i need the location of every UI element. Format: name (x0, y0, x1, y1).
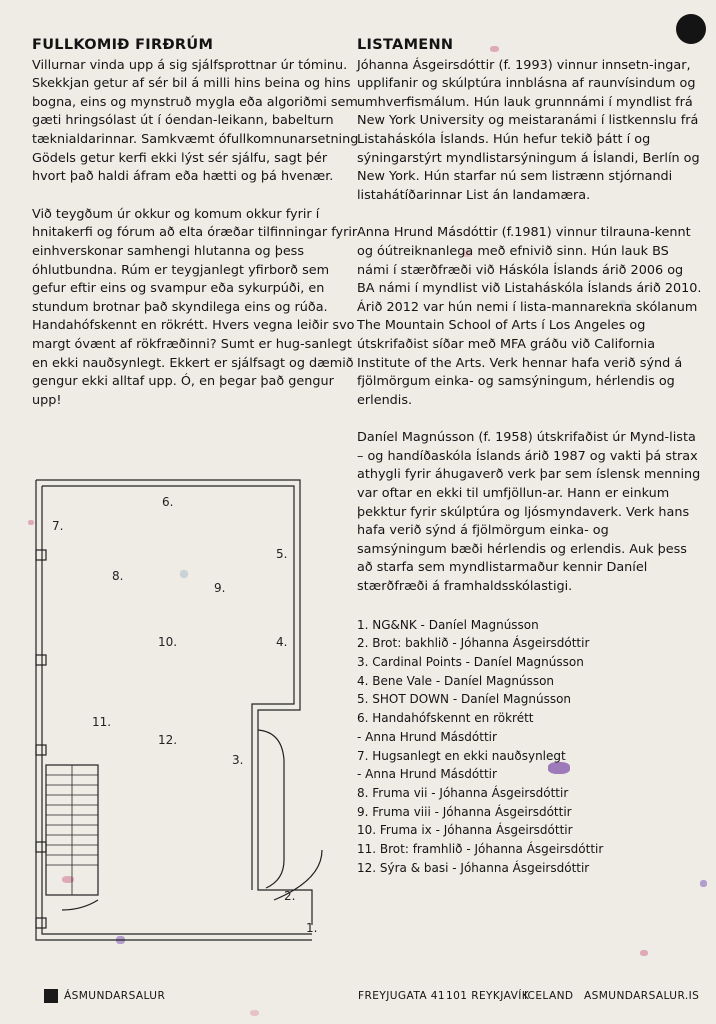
exhibition-title: FULLKOMIÐ FIRÐRÚM (32, 37, 214, 53)
list-item: 4. Bene Vale - Daníel Magnússon (357, 673, 555, 688)
footer-website[interactable]: ASMUNDARSALUR.IS (584, 990, 700, 1002)
footer-brand: ÁSMUNDARSALUR (64, 990, 166, 1002)
list-item: 8. Fruma vii - Jóhanna Ásgeirsdóttir (357, 785, 569, 800)
list-item: 3. Cardinal Points - Daníel Magnússon (357, 655, 584, 670)
column (36, 745, 46, 755)
paper-fleck (640, 950, 648, 956)
footer-street: FREYJUGATA 41 (358, 990, 446, 1002)
list-item: 7. Hugsanlegt en ekki nauðsynlegt (357, 748, 566, 763)
works-list (357, 616, 702, 878)
list-item: 12. Sýra & basi - Jóhanna Ásgeirsdóttir (357, 860, 590, 875)
list-item: 10. Fruma ix - Jóhanna Ásgeirsdóttir (357, 823, 573, 838)
plan-label-6: 6. (162, 495, 174, 509)
column (36, 655, 46, 665)
column (36, 842, 46, 852)
artist-bio: Anna Hrund Másdóttir (f.1981) vinnur tilrauna-kennt og óútreiknanlega með efnivið sinn. Hún lauk BS námi í stærðfræði við Háskóla Íslands árið 2006 og BA námi í myndlist við Listaháskóla Íslands árið 2010. Árið 2012 var hún nemi í lista-mannarekna skólanum The Mountain School of Arts í Los Angeles og útskrifaðist síðar með MFA gráðu við California Institute of the Arts. Verk hennar hafa verið sýnd á fjölmörgum einka- og samsýningum, hérlendis og erlendis. (357, 225, 702, 408)
paper-fleck (700, 880, 707, 887)
intro-paragraph: Villurnar vinda upp á sig sjálfsprottnar úr tóminu. Skekkjan getur af sér bil á milli hins beina og hins bogna, eins og mynstruð mygla eða algoriðmi sem gæti hringsólast út í óendan-leikann, babelturn tæknialdarinnar. Samkvæmt ófullkomnunarsetning Gödels getur kerfi ekki lýst sér sjálfu, sagt þér hvort það haldi áfram eða hætti og þá hvenær. (32, 57, 359, 185)
plan-label-8: 8. (112, 569, 124, 583)
paper-fleck (250, 1010, 259, 1016)
footer (0, 988, 716, 1008)
footer-country: ICELAND (524, 990, 574, 1002)
artist-bio: Jóhanna Ásgeirsdóttir (f. 1993) vinnur innsetn-ingar, upplifanir og skúlptúra innblásna af raunvísindum og umhverfismálum. Hún lauk grunnnámi í myndlist frá New York University og meistaranámi í listkennslu frá Listaháskóla Íslands. Hún hefur tekið þátt í og sýningarstýrt myndlistarsýningum á Íslandi, Berlín og New York. Hún starfar nú sem listrænn stjórnandi listahátíðarinnar List án landamæra. (357, 57, 700, 203)
footer-city: 101 REYKJAVÍK (446, 990, 530, 1002)
list-item: 9. Fruma viii - Jóhanna Ásgeirsdóttir (357, 804, 572, 819)
list-item: 6. Handahófskennt en rökrétt (357, 711, 534, 726)
list-item: - Anna Hrund Másdóttir (357, 767, 497, 782)
list-item: 11. Brot: framhlið - Jóhanna Ásgeirsdóttir (357, 842, 604, 857)
plan-label-7: 7. (52, 519, 64, 533)
plan-label-2: 2. (284, 889, 296, 903)
plan-label-5: 5. (276, 547, 288, 561)
list-item: 2. Brot: bakhlið - Jóhanna Ásgeirsdóttir (357, 636, 590, 651)
plan-label-4: 4. (276, 635, 288, 649)
outer-wall (36, 480, 312, 925)
list-item: - Anna Hrund Másdóttir (357, 729, 497, 744)
list-item: 5. SHOT DOWN - Daníel Magnússon (357, 692, 572, 707)
column (36, 550, 46, 560)
plan-label-3: 3. (232, 753, 244, 767)
asmundarsalur-logo-icon (44, 989, 58, 1003)
artists-column (357, 36, 702, 877)
list-item: 1. NG&NK - Daníel Magnússon (357, 617, 539, 632)
plan-label-11: 11. (92, 715, 112, 729)
plan-label-1: 1. (306, 921, 318, 935)
artist-bio: Daníel Magnússon (f. 1958) útskrifaðist úr Mynd-lista – og handíðaskóla Íslands árið 1987 og vakti þá strax athygli fyrir áhugaverð verk þar sem íslensk menning var oftar en ekki til umfjöllun-ar. Hann er einkum þekktur fyrir skúlptúra og ljósmyndaverk. Verk hans hafa verið sýnd á fjölmörgum einka- og samsýningum bæði hérlendis og erlendis. Auk þess að starfa sem myndlistarmaður kennir Daníel stærðfræði á framhaldsskólastigi. (357, 430, 701, 595)
intro-column (32, 36, 362, 429)
artists-heading: LISTAMENN (357, 37, 454, 53)
inner-wall (42, 486, 294, 890)
column (36, 918, 46, 928)
plan-label-10: 10. (158, 635, 178, 649)
plan-label-12: 12. (158, 733, 178, 747)
plan-label-9: 9. (214, 581, 226, 595)
floor-plan (22, 470, 332, 950)
door-swing (62, 900, 98, 910)
intro-paragraph: Við teygðum úr okkur og komum okkur fyrir í hnitakerfi og fórum að elta óræðar tilfinningar fyrir einhverskonar samhengi hlutanna og þess óhlutbundna. Rúm er teygjanlegt yfirborð sem gefur eftir eins og svampur eða sykurpúði, en stundum brotnar það skyndilega eins og rúða. Handahófskennt en rökrétt. Hvers vegna leiðir svo margt óvænt af rökfræðinni? Sumt er hug-sanlegt en ekki nauðsynlegt. Ekkert er sjálfsagt og dæmið gengur ekki alltaf upp. Ó, en þegar það gengur upp! (32, 206, 358, 408)
curved-wall (258, 730, 284, 888)
